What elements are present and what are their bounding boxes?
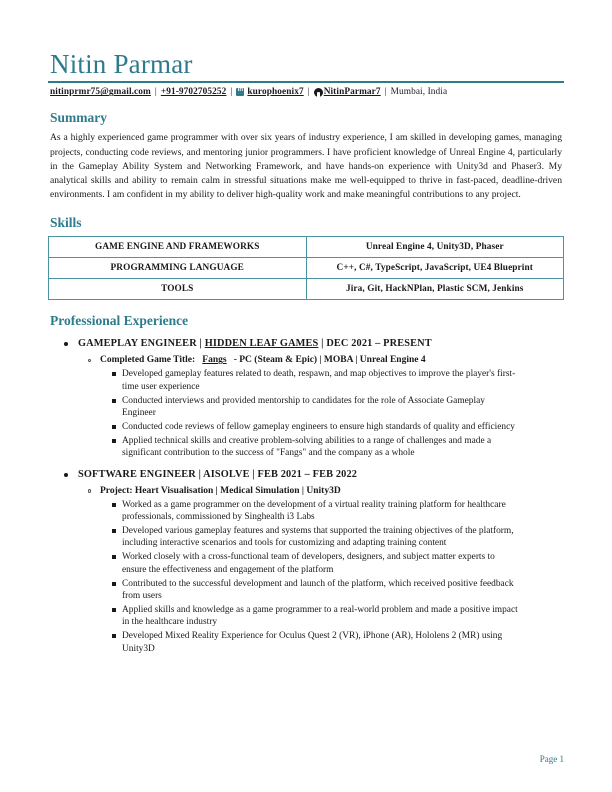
contact-separator-2: | [230, 87, 233, 98]
linkedin-icon [236, 88, 244, 96]
bullet-text: Applied skills and knowledge as a game programmer to a real-world problem and made a positive impact in the healthcare industry [122, 604, 518, 628]
job-separator: | [321, 338, 327, 350]
email-link[interactable]: nitinprmr75@gmail.com [50, 87, 151, 98]
project-name: Fangs [202, 355, 227, 366]
project-meta: - PC (Steam & Epic) | MOBA | Unreal Engine 4 [233, 355, 426, 366]
contact-separator-4: | [384, 87, 387, 98]
list-item [48, 499, 564, 524]
project-heading [48, 355, 564, 365]
experience-entry [48, 338, 564, 459]
list-item [48, 604, 564, 629]
bullet-circle-icon [88, 359, 91, 362]
bullet-square-icon [112, 582, 116, 586]
job-heading [48, 338, 564, 349]
bullet-square-icon [112, 372, 116, 376]
skill-value: C++, C#, TypeScript, JavaScript, UE4 Blueprint [306, 258, 564, 279]
experience-entry [48, 469, 564, 655]
job-heading [48, 469, 564, 480]
header-divider [48, 81, 564, 83]
bullet-square-icon [112, 634, 116, 638]
skill-value: Jira, Git, HackNPlan, Plastic SCM, Jenkins [306, 279, 564, 300]
job-bullet-list [48, 499, 564, 655]
bullet-text: Contributed to the successful development and launch of the platform, which received positive feedback from users [122, 578, 514, 601]
bullet-square-icon [112, 399, 116, 403]
job-bullet-list [48, 368, 564, 459]
bullet-text: Applied technical skills and creative problem-solving abilities to a range of challenges and made a significant contribution to the success of "Fangs" and the company as a whole [122, 435, 492, 459]
bullet-text: Conducted interviews and provided mentorship to candidates for the role of Associate Gameplay Engineer [122, 395, 485, 418]
skills-table [48, 236, 564, 300]
list-item [48, 435, 564, 460]
list-item [48, 551, 564, 576]
list-item [48, 395, 564, 420]
bullet-text: Developed gameplay features related to death, respawn, and map objectives to improve the player's first-time user experience [122, 369, 516, 392]
job-separator: | [198, 468, 204, 480]
section-title-experience: Professional Experience [50, 313, 189, 329]
table-row [49, 237, 564, 258]
github-link[interactable]: NitinParmar7 [323, 87, 381, 98]
bullet-square-icon [112, 425, 116, 429]
bullet-square-icon [112, 439, 116, 443]
list-item [48, 421, 564, 433]
bullet-circle-icon [88, 489, 91, 492]
project-label: Project: Heart Visualisation | Medical Simulation | Unity3D [100, 485, 341, 496]
list-item [48, 578, 564, 603]
section-title-skills: Skills [50, 215, 82, 231]
bullet-square-icon [112, 503, 116, 507]
project-heading [48, 486, 564, 496]
skill-category: TOOLS [49, 279, 307, 300]
job-company: AISOLVE [203, 468, 250, 480]
list-item [48, 525, 564, 550]
job-separator: | [199, 338, 205, 350]
job-role: GAMEPLAY ENGINEER [78, 338, 197, 350]
bullet-disc-icon [64, 473, 68, 477]
list-item [48, 630, 564, 655]
list-item [48, 368, 564, 393]
job-company: HIDDEN LEAF GAMES [204, 338, 319, 350]
skills-table-body [49, 237, 564, 300]
skill-value: Unreal Engine 4, Unity3D, Phaser [306, 237, 564, 258]
job-separator: | [252, 468, 258, 480]
job-dates: FEB 2021 – FEB 2022 [257, 468, 358, 480]
section-title-summary: Summary [50, 110, 107, 126]
job-role: SOFTWARE ENGINEER [78, 468, 196, 480]
bullet-text: Developed Mixed Reality Experience for Oculus Quest 2 (VR), iPhone (AR), Hololens 2 (MR) using Unity3D [122, 631, 503, 654]
table-row [49, 279, 564, 300]
skill-category: PROGRAMMING LANGUAGE [49, 258, 307, 279]
project-spacer [198, 355, 200, 365]
phone-link[interactable]: +91-9702705252 [160, 87, 227, 98]
project-label: Completed Game Title: [100, 355, 196, 366]
contact-separator-3: | [307, 87, 310, 98]
bullet-text: Conducted code reviews of fellow gameplay engineers to ensure high standards of quality and efficiency [122, 421, 515, 432]
bullet-square-icon [112, 529, 116, 533]
project-spacer [229, 355, 231, 365]
bullet-disc-icon [64, 342, 68, 346]
bullet-text: Worked closely with a cross-functional team of developers, designers, and subject matter experts to ensure the effectiveness and engagement of the platform [122, 552, 495, 575]
bullet-square-icon [112, 555, 116, 559]
summary-text: As a highly experienced game programmer with over six years of industry experience, I am skilled in developing games, managing projects, conducting code reviews, and mentoring junior programmers. I have proficient knowledge of Unreal Engine 4, particularly in the Gameplay Ability System and Networking Framework, and have hands-on experience with Unity3d and Phaser3. My analytical skills and ability to remain calm in stressful situations make me well-equipped to thrive in fast-paced, deadline-driven environments. I am confident in my ability to deliver high-quality work and make meaningful contributions to any project. [50, 132, 562, 201]
github-icon [314, 88, 323, 97]
bullet-text: Worked as a game programmer on the development of a virtual reality training platform for healthcare professionals, commissioned by Singhealth i3 Labs [122, 499, 506, 523]
bullet-text: Developed various gameplay features and systems that supported the training objectives of the platform, including interactive scenarios and tools for customizing and adapting training content [122, 525, 514, 549]
skill-category: GAME ENGINE AND FRAMEWORKS [49, 237, 307, 258]
page-footer: Page 1 [539, 754, 564, 764]
location-text: Mumbai, India [390, 87, 448, 98]
table-row [49, 258, 564, 279]
contact-separator-1: | [154, 87, 157, 98]
contact-line [50, 87, 564, 97]
page-title: Nitin Parmar [50, 49, 193, 79]
job-dates: DEC 2021 – PRESENT [326, 338, 432, 350]
linkedin-link[interactable]: kurophoenix7 [247, 87, 304, 98]
bullet-square-icon [112, 608, 116, 612]
